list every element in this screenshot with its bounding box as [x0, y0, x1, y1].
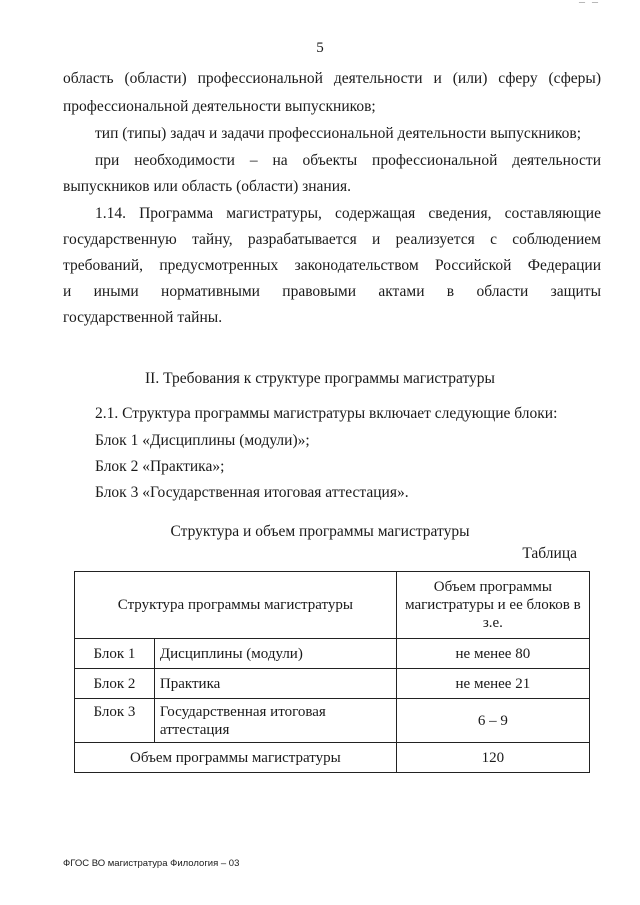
- section-heading: II. Требования к структуре программы магистратуры: [145, 370, 495, 387]
- row-value: не менее 80: [396, 639, 589, 669]
- paragraph-line: профессиональной деятельности выпускников;: [63, 98, 376, 115]
- table-row: [75, 669, 590, 699]
- paragraph-line: государственной тайны.: [63, 309, 223, 326]
- header-volume: Объем программы магистратуры и ее блоков в з.е.: [396, 572, 589, 639]
- row-code: Блок 1: [75, 639, 155, 669]
- row-name: Практика: [154, 669, 396, 699]
- corner-mark: – –: [579, 0, 600, 8]
- total-value: 120: [396, 743, 589, 773]
- paragraph-line: и иными нормативными правовыми актами в области защиты: [63, 283, 601, 300]
- row-name: Дисциплины (модули): [154, 639, 396, 669]
- footer-text: ФГОС ВО магистратура Филология – 03: [63, 858, 240, 869]
- table-row: [75, 639, 590, 669]
- section-line: Блок 2 «Практика»;: [95, 458, 225, 475]
- page-number: 5: [316, 40, 324, 56]
- row-value: 6 – 9: [396, 699, 589, 743]
- paragraph-line: область (области) профессиональной деятельности и (или) сферу (сферы): [63, 70, 601, 87]
- section-line: 2.1. Структура программы магистратуры включает следующие блоки:: [95, 405, 558, 422]
- header-structure: Структура программы магистратуры: [75, 572, 397, 639]
- row-code: Блок 2: [75, 669, 155, 699]
- paragraph-line: требований, предусмотренных законодательством Российской Федерации: [63, 257, 601, 274]
- paragraph-line: государственную тайну, разрабатывается и реализуется с соблюдением: [63, 231, 601, 248]
- table-label: Таблица: [522, 545, 577, 562]
- row-name: Государственная итоговая аттестация: [154, 699, 396, 743]
- paragraph-line: тип (типы) задач и задачи профессиональной деятельности выпускников;: [95, 125, 582, 142]
- paragraph-line: при необходимости – на объекты профессиональной деятельности: [95, 152, 601, 169]
- section-line: Блок 1 «Дисциплины (модули)»;: [95, 432, 310, 449]
- row-value: не менее 21: [396, 669, 589, 699]
- row-code: Блок 3: [75, 699, 155, 743]
- total-label: Объем программы магистратуры: [75, 743, 397, 773]
- paragraph-line: 1.14. Программа магистратуры, содержащая сведения, составляющие: [95, 205, 601, 222]
- paragraph-line: выпускников или область (области) знания.: [63, 178, 352, 195]
- table-header-row: [75, 572, 590, 639]
- section-line: Блок 3 «Государственная итоговая аттестация».: [95, 484, 409, 501]
- table-title: Структура и объем программы магистратуры: [170, 523, 470, 540]
- structure-table: [74, 571, 590, 773]
- table-row: [75, 699, 590, 743]
- table-total-row: [75, 743, 590, 773]
